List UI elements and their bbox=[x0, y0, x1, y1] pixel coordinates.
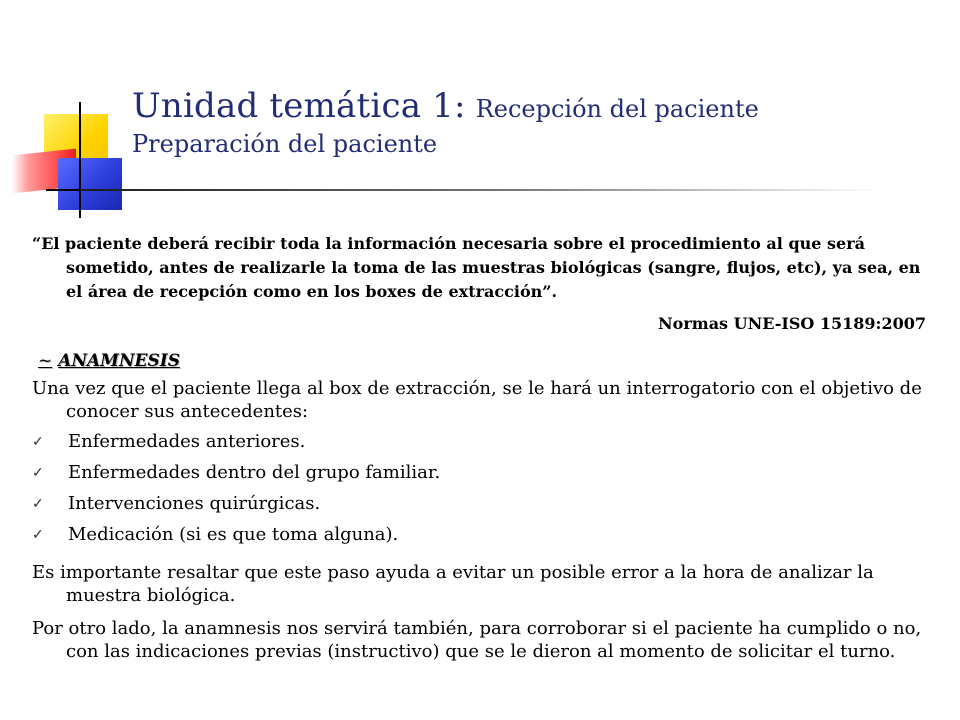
checkmark-icon: ✓ bbox=[32, 527, 44, 543]
anamnesis-paragraph-2: Es importante resaltar que este paso ayuda a evitar un posible error a la hora de analizar la muestra biológica. bbox=[32, 562, 874, 606]
checkmark-icon: ✓ bbox=[32, 434, 44, 450]
antecedents-item-text: Enfermedades anteriores. bbox=[68, 431, 306, 452]
anamnesis-paragraph-3: Por otro lado, la anamnesis nos servirá también, para corroborar si el paciente ha cumplido o no, con las indicaciones previas (instructivo) que se le dieron al momento de solicitar el turno. bbox=[32, 618, 922, 662]
antecedents-item-text: Enfermedades dentro del grupo familiar. bbox=[68, 462, 441, 483]
title-line-1 bbox=[132, 86, 932, 126]
logo-vertical-line bbox=[79, 102, 81, 218]
slide-content bbox=[32, 232, 932, 663]
slide-title bbox=[132, 86, 932, 158]
anamnesis-title: ANAMNESIS bbox=[58, 351, 180, 371]
antecedents-item bbox=[32, 427, 932, 458]
antecedents-item-text: Intervenciones quirúrgicas. bbox=[68, 493, 321, 514]
logo-blue-square bbox=[58, 158, 122, 210]
antecedents-item bbox=[32, 520, 932, 551]
quote-text: “El paciente deberá recibir toda la información necesaria sobre el procedimiento al que será sometido, antes de realizarle la toma de las muestras biológicas (sangre, flujos, etc), ya sea, en el área de recepción como en los boxes de extracción”. bbox=[32, 234, 921, 301]
title-separator-line bbox=[80, 189, 880, 191]
antecedents-list bbox=[32, 427, 932, 551]
norm-reference: Normas UNE-ISO 15189:2007 bbox=[658, 314, 926, 333]
checkmark-icon: ✓ bbox=[32, 465, 44, 481]
antecedents-item-text: Medicación (si es que toma alguna). bbox=[68, 524, 399, 545]
antecedents-item bbox=[32, 458, 932, 489]
anamnesis-tilde: ~ bbox=[38, 351, 53, 371]
anamnesis-intro: Una vez que el paciente llega al box de extracción, se le hará un interrogatorio con el objetivo de conocer sus antecedentes: bbox=[32, 378, 922, 422]
title-subtitle-2: Preparación del paciente bbox=[132, 130, 438, 158]
decorative-logo bbox=[0, 0, 140, 220]
anamnesis-heading bbox=[38, 351, 180, 371]
title-subtitle: Recepción del paciente bbox=[475, 95, 759, 123]
title-main: Unidad temática 1: bbox=[132, 86, 466, 126]
checkmark-icon: ✓ bbox=[32, 496, 44, 512]
antecedents-item bbox=[32, 489, 932, 520]
